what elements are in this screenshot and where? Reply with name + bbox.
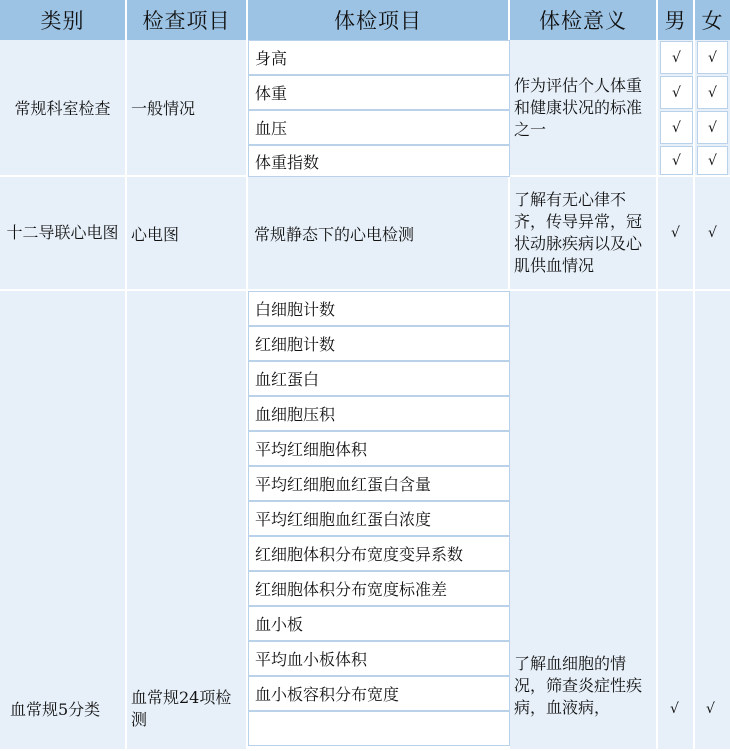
category-label: 十二导联心电图 (6, 223, 119, 242)
header-male: 男 (658, 0, 695, 40)
exam-label: 血常规24项检测 (131, 688, 232, 729)
item-label: 常规静态下的心电检测 (254, 224, 415, 244)
header-meaning: 体检意义 (510, 0, 658, 40)
item-label: 红细胞体积分布宽度变异系数 (255, 545, 464, 564)
item-label: 平均红细胞血红蛋白含量 (255, 475, 432, 494)
female-check: √ (697, 76, 728, 109)
category-cell (0, 291, 127, 751)
female-check: √ (697, 111, 728, 144)
female-check: √ (697, 41, 728, 74)
female-check: √ (697, 146, 728, 175)
item-cell (248, 711, 510, 746)
item-cell (248, 326, 510, 361)
header-female: 女 (695, 0, 730, 40)
item-cell (248, 177, 510, 291)
item-label: 红细胞体积分布宽度标准差 (255, 580, 448, 599)
item-label: 血小板 (255, 615, 304, 634)
item-cell (248, 110, 510, 145)
meaning-text: 作为评估个人体重和健康状况的标准之一 (514, 75, 643, 139)
item-cell (248, 501, 510, 536)
exam-cell (127, 291, 248, 751)
item-label: 体重指数 (255, 152, 320, 172)
meaning-cell (510, 40, 658, 177)
meaning-cell (510, 291, 658, 751)
item-label: 血小板容积分布宽度 (255, 685, 400, 704)
item-cell (248, 466, 510, 501)
item-cell (248, 641, 510, 676)
item-cell (248, 361, 510, 396)
item-cell (248, 676, 510, 711)
item-label: 白细胞计数 (255, 300, 336, 319)
item-cell (248, 571, 510, 606)
item-cell (248, 431, 510, 466)
item-label: 平均红细胞体积 (255, 440, 368, 459)
category-cell (0, 40, 127, 177)
female-check-cell (695, 291, 730, 751)
item-label: 血细胞压积 (255, 405, 336, 424)
female-check: √ (708, 225, 717, 241)
item-cell (248, 291, 510, 326)
male-check: √ (671, 225, 680, 241)
item-label: 平均血小板体积 (255, 650, 368, 669)
item-cell (248, 75, 510, 110)
item-label: 红细胞计数 (255, 335, 336, 354)
exam-cell (127, 40, 248, 177)
exam-cell (127, 177, 248, 291)
item-cell (248, 536, 510, 571)
item-cell (248, 145, 510, 177)
meaning-text: 了解有无心律不齐，传导异常，冠状动脉疾病以及心肌供血情况 (514, 190, 643, 275)
male-check: √ (660, 111, 693, 144)
male-check: √ (670, 701, 679, 717)
male-check: √ (660, 76, 693, 109)
header-physical-item: 体检项目 (248, 0, 510, 40)
item-cell (248, 396, 510, 431)
exam-label: 心电图 (131, 224, 180, 244)
female-check: √ (706, 701, 715, 717)
header-category: 类别 (0, 0, 127, 40)
item-cell (248, 40, 510, 75)
item-label: 体重 (255, 84, 288, 103)
male-check: √ (660, 146, 693, 175)
item-label: 血红蛋白 (255, 370, 320, 389)
male-check-cell (658, 177, 695, 291)
male-check-cell (658, 291, 695, 751)
female-check-cell (695, 177, 730, 291)
exam-label: 一般情况 (131, 99, 196, 118)
category-label: 常规科室检查 (14, 99, 111, 118)
header-exam-item: 检查项目 (127, 0, 248, 40)
category-label: 血常规5分类 (10, 700, 101, 719)
meaning-cell (510, 177, 658, 291)
item-label: 身高 (255, 49, 288, 68)
meaning-text: 了解血细胞的情况，筛查炎症性疾病，血液病， (514, 654, 643, 717)
item-cell (248, 606, 510, 641)
item-label: 血压 (255, 119, 288, 138)
category-cell (0, 177, 127, 291)
male-check: √ (660, 41, 693, 74)
item-label: 平均红细胞血红蛋白浓度 (255, 510, 432, 529)
